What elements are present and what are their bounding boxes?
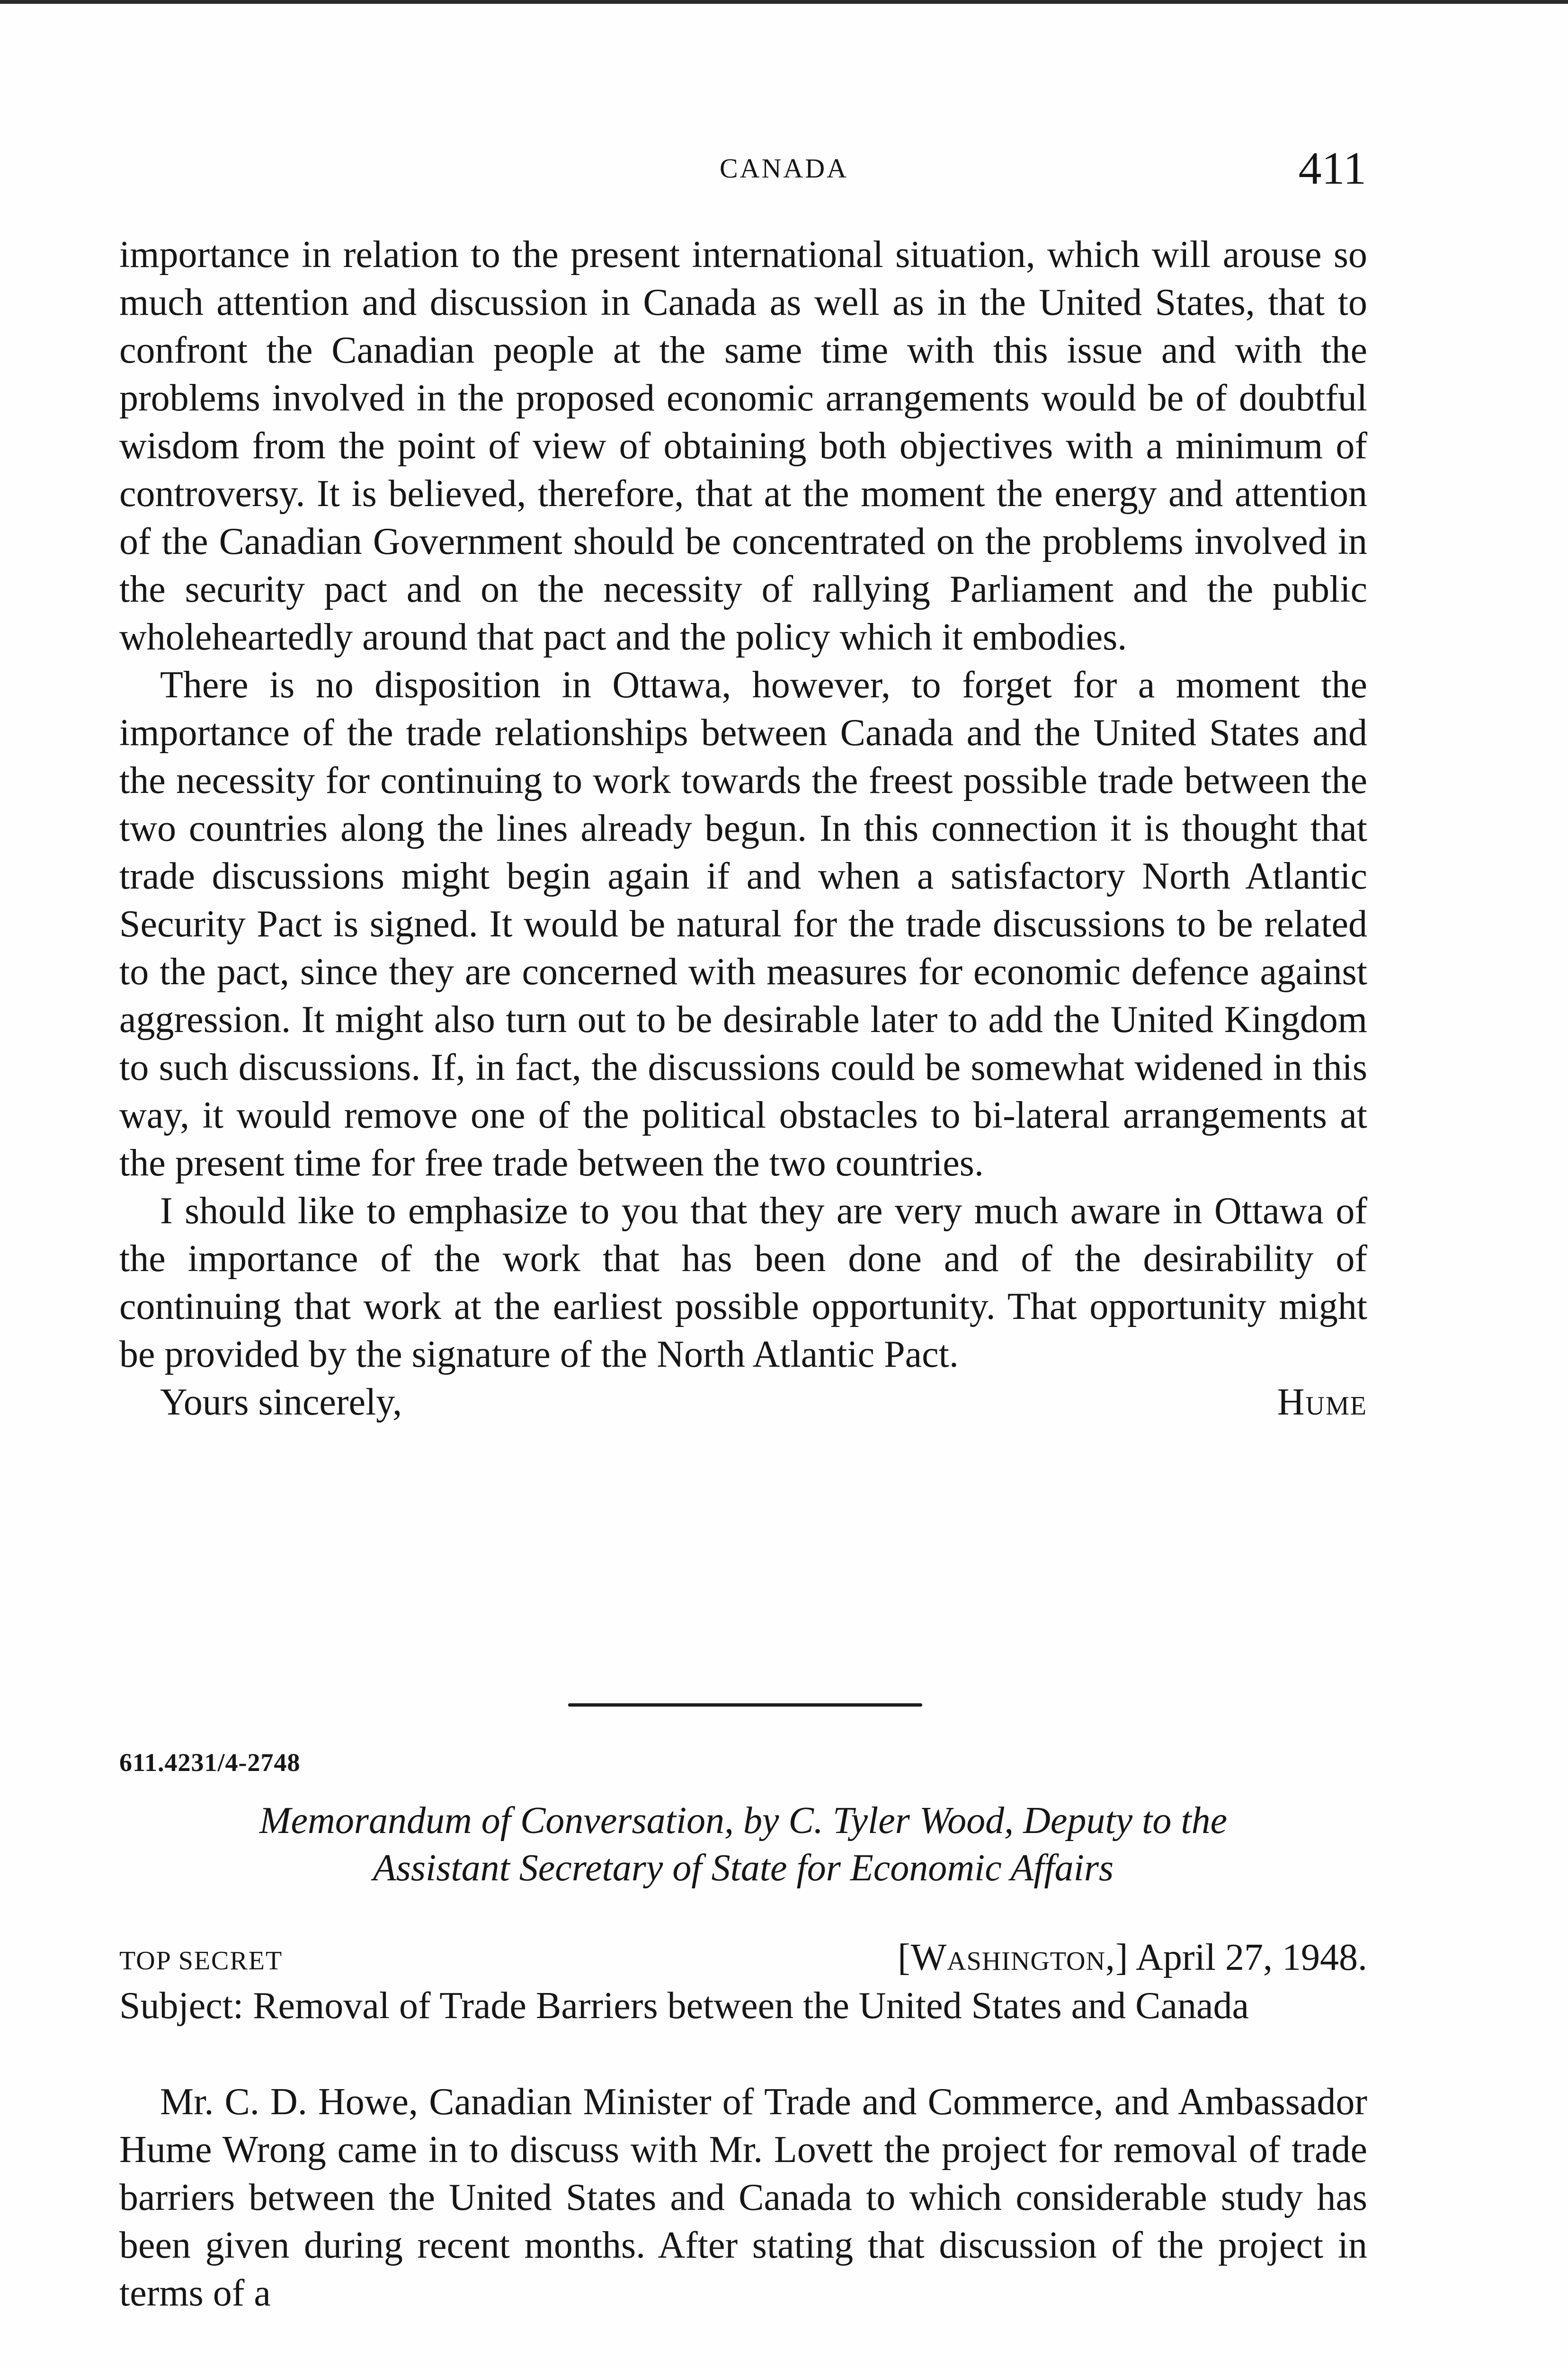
page-number: 411 — [1298, 143, 1366, 194]
letter-paragraph-3: I should like to emphasize to you that they are very much aware in Ottawa of the importance of the work that has been done and of the desirability of continuing that work at the earliest possible opportunity. That opportunity might be provided by the signature of the North Atlantic Pact. — [119, 1190, 1367, 1375]
memo-place: [Washington,] — [898, 1937, 1129, 1978]
running-head: CANADA — [719, 153, 849, 184]
memo-title-line-2: Assistant Secretary of State for Economic Affairs — [373, 1847, 1114, 1889]
letter-signature: Hume — [1277, 1381, 1367, 1423]
memo-subject: Subject: Removal of Trade Barriers between the United States and Canada — [119, 1985, 1249, 2027]
letter-signoff — [119, 1379, 1367, 1426]
letter-paragraph-1: importance in relation to the present international situation, which will arouse so much attention and discussion in Canada as well as in the United States, that to confront the Canadian people at the same time with this issue and with the problems involved in the proposed economic arrangements would be of doubtful wisdom from the point of view of obtaining both objectives with a minimum of controversy. It is believed, therefore, that at the moment the energy and attention of the Canadian Government should be concentrated on the problems involved in the security pact and on the necessity of rallying Parliament and the public wholeheartedly around that pact and the policy which it embodies. — [119, 234, 1367, 658]
memo-title — [119, 1797, 1367, 1892]
memo-body — [119, 2078, 1367, 2317]
classification-label: TOP SECRET — [119, 1946, 283, 1975]
memo-paragraph-1: Mr. C. D. Howe, Canadian Minister of Trade and Commerce, and Ambassador Hume Wrong came in to discuss with Mr. Lovett the project for removal of trade barriers between the United States and Canada to which considerable study has been given during recent months. After stating that discussion of the project in terms of a — [119, 2081, 1367, 2314]
memo-title-line-1: Memorandum of Conversation, by C. Tyler Wood, Deputy to the — [259, 1800, 1228, 1842]
section-divider — [568, 1703, 922, 1707]
top-edge-rule — [0, 0, 1568, 4]
memo-dateline — [898, 1936, 1367, 1979]
letter-paragraph-2: There is no disposition in Ottawa, however, to forget for a moment the importance of the trade relationships between Canada and the United States and the necessity for continuing to work towards the freest possible trade between the two countries along the lines already begun. In this connection it is thought that trade discussions might begin again if and when a satisfactory North Atlantic Security Pact is signed. It would be natural for the trade discussions to be related to the pact, since they are concerned with measures for economic defence against aggression. It might also turn out to be desirable later to add the United Kingdom to such discussions. If, in fact, the discussions could be somewhat widened in this way, it would remove one of the political obstacles to bi-lateral arrangements at the present time for free trade between the two countries. — [119, 664, 1367, 1184]
memo-date: April 27, 1948. — [1136, 1937, 1367, 1978]
letter-closing: Yours sincerely, — [160, 1381, 402, 1423]
file-reference: 611.4231/4-2748 — [119, 1748, 301, 1777]
letter-body — [119, 231, 1367, 1426]
